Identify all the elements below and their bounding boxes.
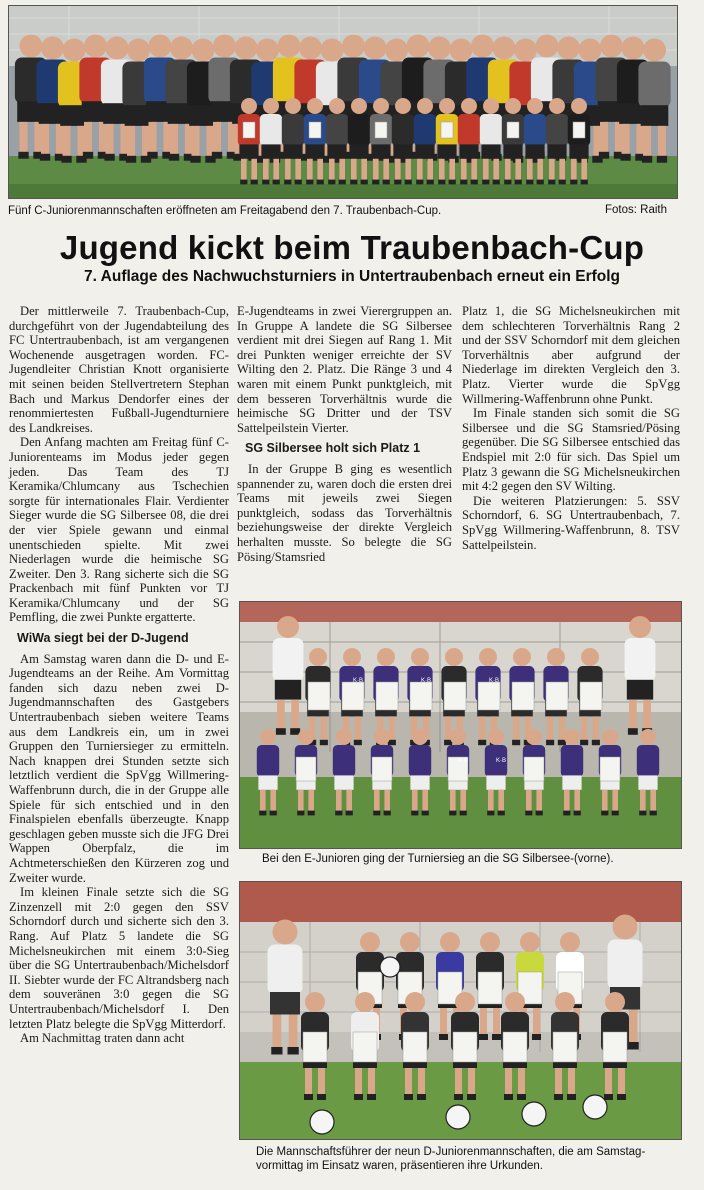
certificate <box>503 1032 527 1062</box>
paragraph: Platz 1, die SG Michelsneukirchen mit dem schlechteren Torverhältnis Rang 2 und der SSV Schorndorf mit dem gleichen Torverhältnis aber aufgrund der Niederlage im direkten Vergleich den 3. Platz. Vierter wurde die SpVgg Willmering-Waffenbrunn ohne Punkt. <box>462 304 680 406</box>
shirt-logo: K·B <box>353 678 364 684</box>
paragraph: Die weiteren Platzierungen: 5. SSV Schorndorf, 6. SG Untertraubenbach, 7. SpVgg Willmering-Waffenbrunn, 8. TSV Sattelpeilstein. <box>462 493 680 552</box>
football <box>446 1105 470 1129</box>
paragraph: Am Nachmittag traten dann acht <box>20 1031 185 1046</box>
shirt-logo: K·B <box>458 758 469 764</box>
shirt-logo: K·B <box>421 678 432 684</box>
article-column-1 <box>9 304 229 1046</box>
paragraph: Den Anfang machten am Freitag fünf C-Juniorenteams im Modus jeder gegen jeden. Das Team des TJ Keramika/Chlumcany aus Tschechien sorgte für internationales Flair. Verdienter Sieger wurde die SG Silbersee 08, die drei der vier Spiele gewann und einmal unentschieden spielte. Mit zwei Niederlagen wurde die heimische SG Zweiter. Den 3. Rang sicherte sich die SG Prackenbach mit fünf Punkten vor TJ Keramika/Chlumcany und der SG Pemfling, die zwei Punkte ergatterte. <box>9 435 229 625</box>
certificate <box>507 122 519 138</box>
certificate <box>309 122 321 138</box>
photo-credit: Fotos: Raith <box>605 204 667 216</box>
certificate <box>524 757 544 781</box>
certificate <box>303 1032 327 1062</box>
paragraph: Der mittlerweile 7. Traubenbach-Cup, durchgeführt von der Jugendabteilung des FC Untertraubenbach, ist am vergangenen Wochenende ausgetragen worden. FC-Jugendleiter Christian Knott organisierte mit seinen beiden Stellvertretern Stephan Bach und Markus Dendorfer eines der renommiertesten Fußball-Jugendturniere des Landkreises. <box>9 304 229 435</box>
certificate <box>478 972 502 1004</box>
certificate <box>512 682 534 710</box>
article-column-2 <box>237 304 452 564</box>
certificate <box>372 757 392 781</box>
article-headline: Jugend kickt beim Traubenbach-Cup <box>59 229 645 266</box>
photo-caption-middle: Bei den E-Junioren ging der Turniersieg an die SG Silbersee-(vorne). <box>262 853 614 865</box>
football <box>583 1095 607 1119</box>
paragraph: Im Finale standen sich somit die SG Silbersee und die SG Stamsried/Pösing gegenüber. Die SG Silbersee entschied das Endspiel mit 2:0 für sich. Das Spiel um Platz 3 gewann die SG Michelsneukirchen mit 4:2 gegen den SV Wilting. <box>462 406 680 494</box>
article-subheadline: 7. Auflage des Nachwuchsturniers in Untertraubenbach erneut ein Erfolg <box>84 268 620 285</box>
certificate <box>580 682 602 710</box>
certificate <box>444 682 466 710</box>
photo-d-juniors-captains <box>239 881 682 1140</box>
caption-line: Die Mannschaftsführer der neun D-Juniorenmannschaften, die am Samstag- <box>256 1146 646 1158</box>
certificate <box>603 1032 627 1062</box>
certificate <box>478 682 500 710</box>
paragraph: In der Gruppe B ging es wesentlich spannender zu, waren doch die ersten drei Teams mit jeweils zwei Siegen punktgleich, sodass das Torverhältnis beziehungsweise der direkte Vergleich herhalten musste. So belegte die SG Pösing/Stamsried <box>237 461 452 564</box>
shirt-logo: K·B <box>489 678 500 684</box>
caption-line: vormittag im Einsatz waren, präsentieren ihre Urkunden. <box>256 1160 543 1172</box>
certificate <box>410 682 432 710</box>
certificate <box>296 757 316 781</box>
football <box>522 1102 546 1126</box>
certificate <box>376 682 398 710</box>
certificate <box>441 122 453 138</box>
certificate <box>403 1032 427 1062</box>
certificate <box>353 1032 377 1062</box>
certificate <box>342 682 364 710</box>
photo-c-juniors-group <box>8 5 678 199</box>
certificate <box>308 682 330 710</box>
football <box>380 957 400 977</box>
certificate <box>553 1032 577 1062</box>
certificate <box>573 122 585 138</box>
photo-caption-bottom <box>256 1145 696 1173</box>
article-column-3 <box>462 304 680 552</box>
photo-e-juniors-team <box>239 601 682 849</box>
certificate <box>546 682 568 710</box>
certificate <box>600 757 620 781</box>
section-heading: SG Silbersee holt sich Platz 1 <box>245 441 421 456</box>
paragraph: Am Samstag waren dann die D- und E-Jugendteams an der Reihe. Am Vormittag fanden sich dazu neben zwei D-Jugendmannschaften des Gastgebers Untertraubenbach sieben weitere Teams aus dem Landkreis ein, um in zwei Gruppen den Turniersieger zu ermitteln. Nach knappen drei Stunden setzte sich letztlich verdient die SpVgg Willmering-Waffenbrunn durch, die in der Gruppe alle Spiele für sich entschied und in den Finalspielen ebenfalls überzeugte. Knapp geschlagen geben musste sich die JFG Drei Wappen Oberpfalz, die im Achtmeterschießen den Kürzeren zog und Zweiter wurde. <box>9 651 229 885</box>
photo-caption-top: Fünf C-Juniorenmannschaften eröffneten am Freitagabend den 7. Traubenbach-Cup. <box>8 205 442 217</box>
paragraph: E-Jugendteams in zwei Vierergruppen an. In Gruppe A landete die SG Silbersee verdient mit drei Siegen auf Rang 1. Mit drei Punkten weniger erreichte der SV Wilting den 2. Platz. Die Ränge 3 und 4 waren mit einem Punkt punktgleich, mit dem besseren Torverhältnis wurde die heimische SG Dritter und der TSV Sattelpeilstein Vierter. <box>237 304 452 435</box>
football <box>310 1110 334 1134</box>
certificate <box>375 122 387 138</box>
section-heading: WiWa siegt bei der D-Jugend <box>17 631 189 646</box>
paragraph: Im kleinen Finale setzte sich die SG Zinzenzell mit 2:0 gegen den SSV Schorndorf durch und sicherte sich den 3. Rang. Auf Platz 5 landete die SG Michelsneukirchen mit einem 3:0-Sieg über die SG Untertraubenbach/Michelsdorf II. Siebter wurde der FC Altrandsberg nach dem souveränen 3:0 gegen die SG Untertraubenbach/Michelsdorf I. Den letzten Platz belegte die SpVgg Mitterdorf. <box>9 885 229 1031</box>
certificate <box>453 1032 477 1062</box>
shirt-logo: K·B <box>496 758 507 764</box>
certificate <box>243 122 255 138</box>
